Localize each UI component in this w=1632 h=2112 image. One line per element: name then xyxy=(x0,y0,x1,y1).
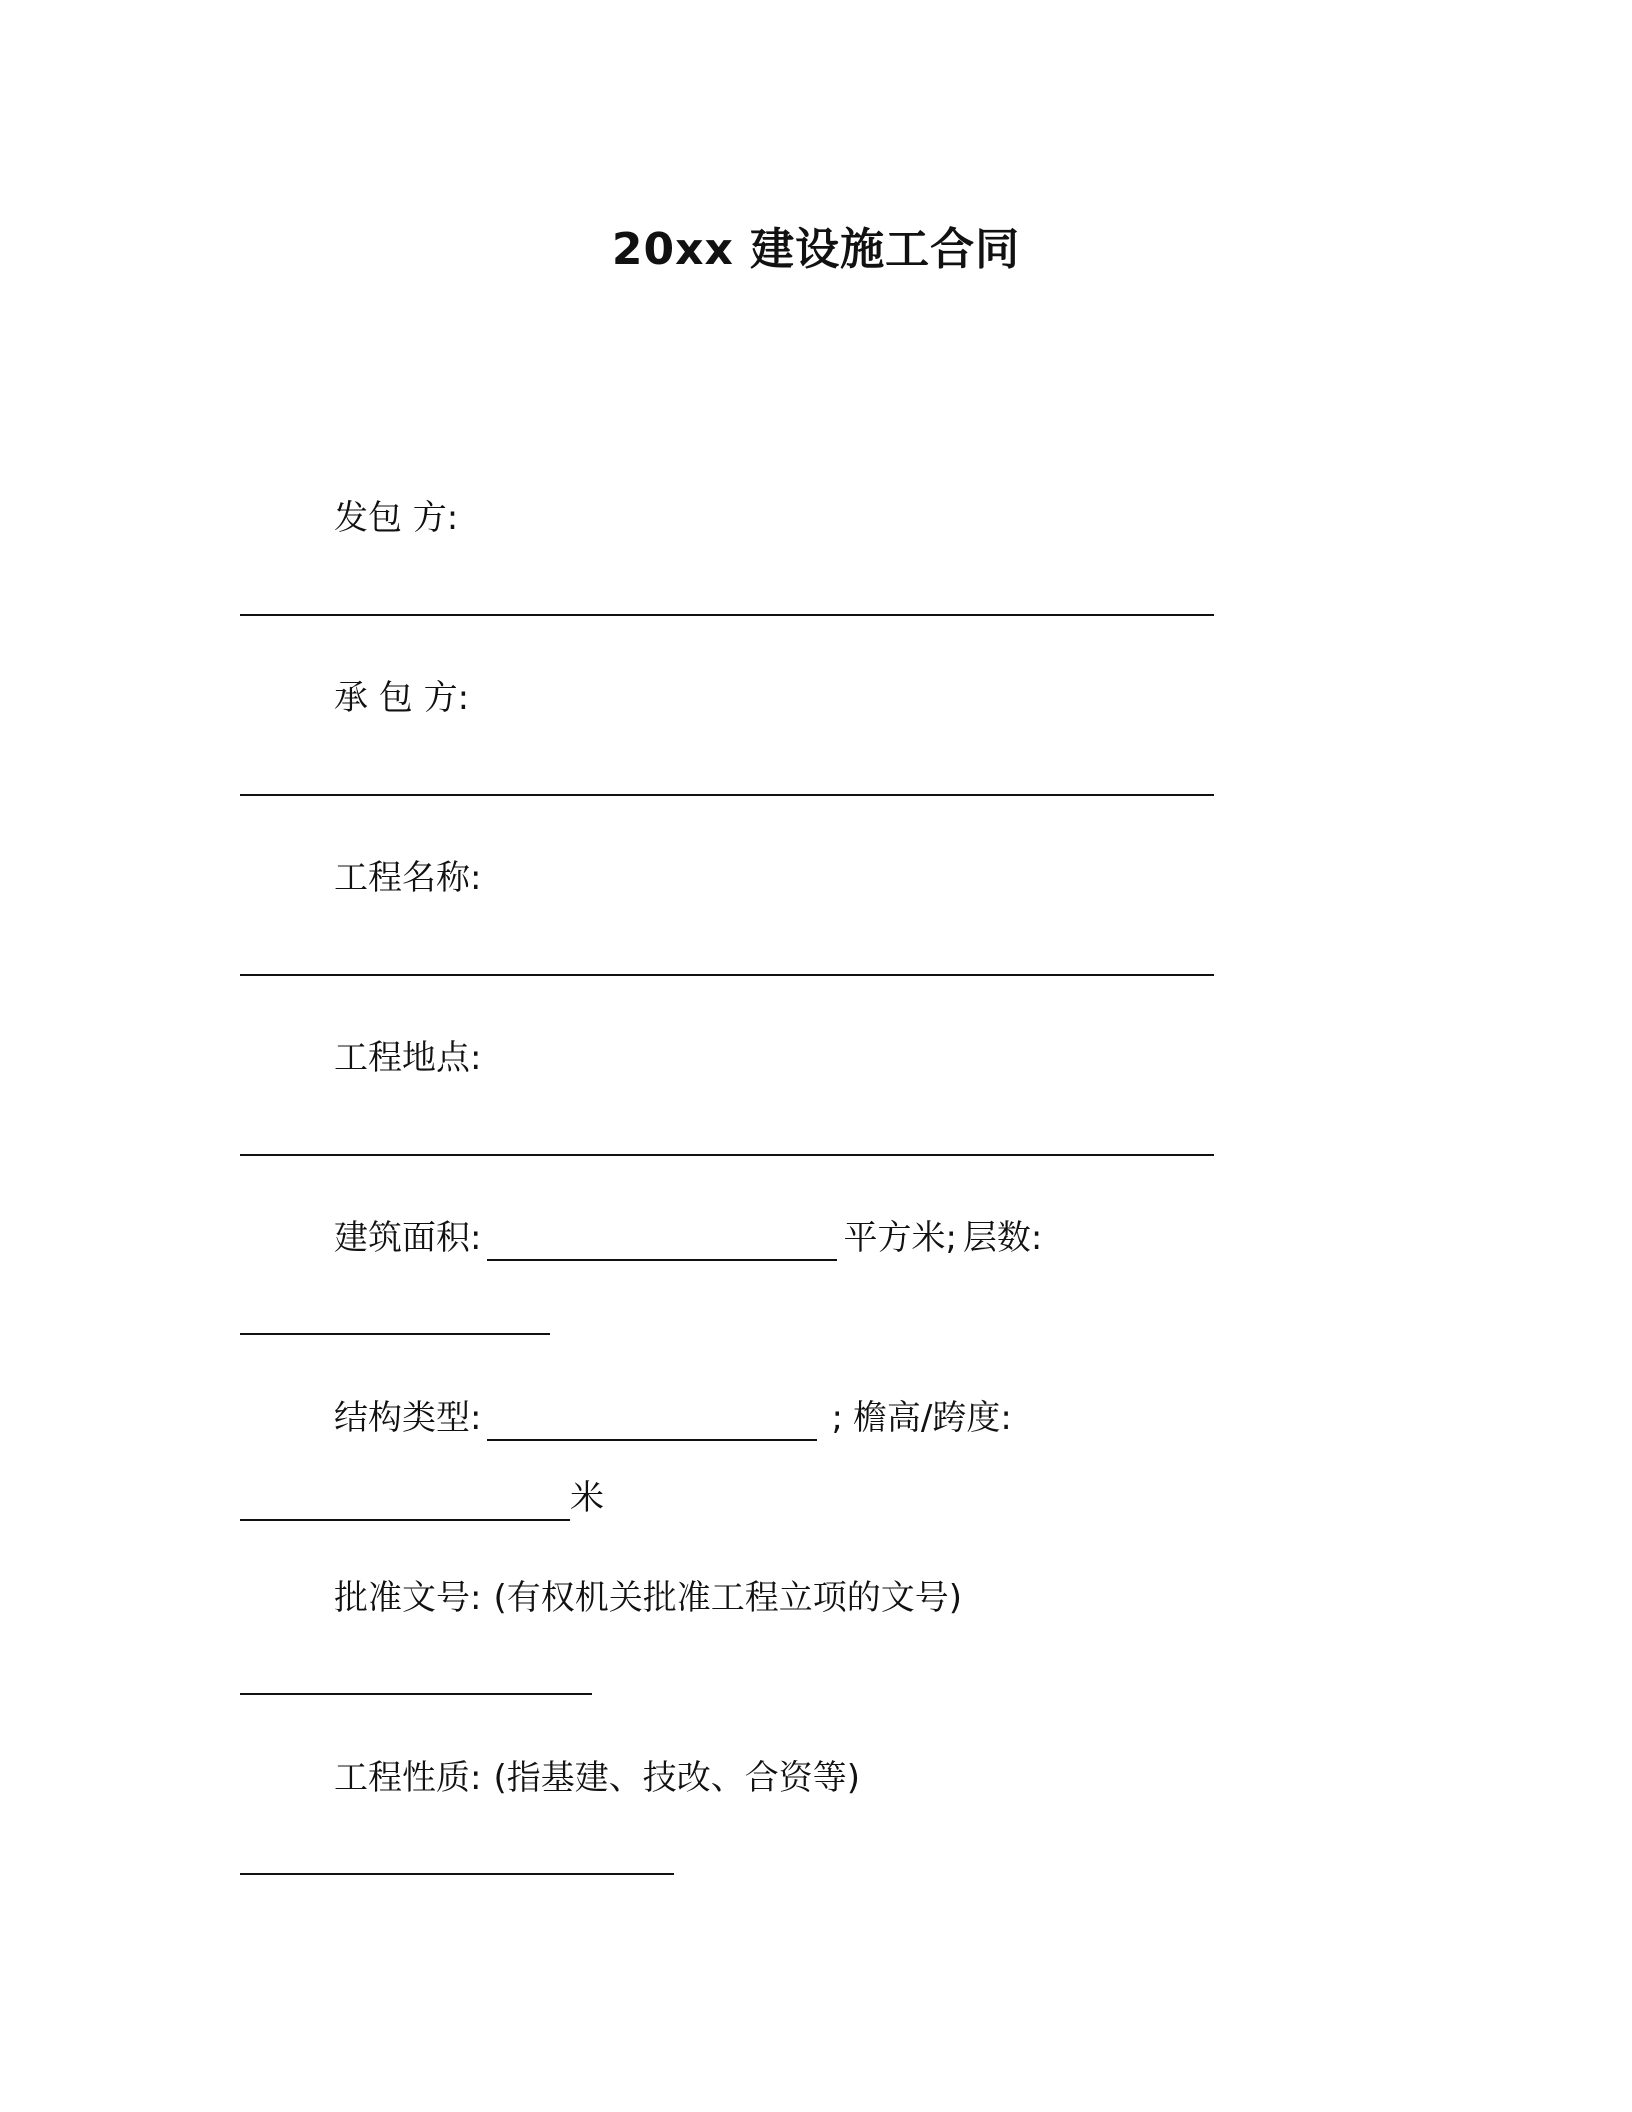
project-name-label: 工程名称: xyxy=(334,858,482,898)
employer-label: 发包 方: xyxy=(334,498,459,538)
structure-type-blank[interactable] xyxy=(487,1403,817,1441)
floors-blank[interactable] xyxy=(240,1297,550,1335)
project-location-label: 工程地点: xyxy=(334,1038,482,1078)
eave-span-unit: 米 xyxy=(570,1478,604,1518)
project-nature-label: 工程性质: xyxy=(334,1758,482,1798)
contractor-label: 承 包 方: xyxy=(334,678,470,718)
floors-row xyxy=(240,1297,550,1335)
project-location-fill-line[interactable] xyxy=(240,1154,1214,1156)
approval-no-blank[interactable] xyxy=(240,1657,592,1695)
building-area-unit: 平方米; xyxy=(843,1218,957,1258)
project-name-fill-line[interactable] xyxy=(240,974,1214,976)
approval-no-hint: (有权机关批准工程立项的文号) xyxy=(493,1578,962,1618)
approval-no-row xyxy=(334,1575,962,1621)
project-nature-hint: (指基建、技改、合资等) xyxy=(493,1758,860,1798)
eave-span-blank[interactable] xyxy=(240,1483,570,1521)
approval-no-label: 批准文号: xyxy=(334,1578,482,1618)
project-nature-row xyxy=(334,1755,860,1801)
structure-type-label: 结构类型: xyxy=(334,1398,482,1438)
eave-span-label: 檐高/跨度: xyxy=(852,1398,1012,1438)
document-title: 20xx 建设施工合同 xyxy=(611,224,1021,275)
building-area-row xyxy=(334,1215,1042,1261)
approval-no-fill-row xyxy=(240,1657,592,1695)
project-nature-blank[interactable] xyxy=(240,1837,674,1875)
structure-separator: ; xyxy=(831,1398,843,1438)
building-area-blank[interactable] xyxy=(487,1223,837,1261)
floors-label: 层数: xyxy=(962,1218,1043,1258)
project-nature-fill-row xyxy=(240,1837,674,1875)
building-area-label: 建筑面积: xyxy=(334,1218,482,1258)
contractor-fill-line[interactable] xyxy=(240,794,1214,796)
structure-type-row xyxy=(334,1395,1012,1441)
eave-span-row xyxy=(240,1475,604,1521)
employer-fill-line[interactable] xyxy=(240,614,1214,616)
